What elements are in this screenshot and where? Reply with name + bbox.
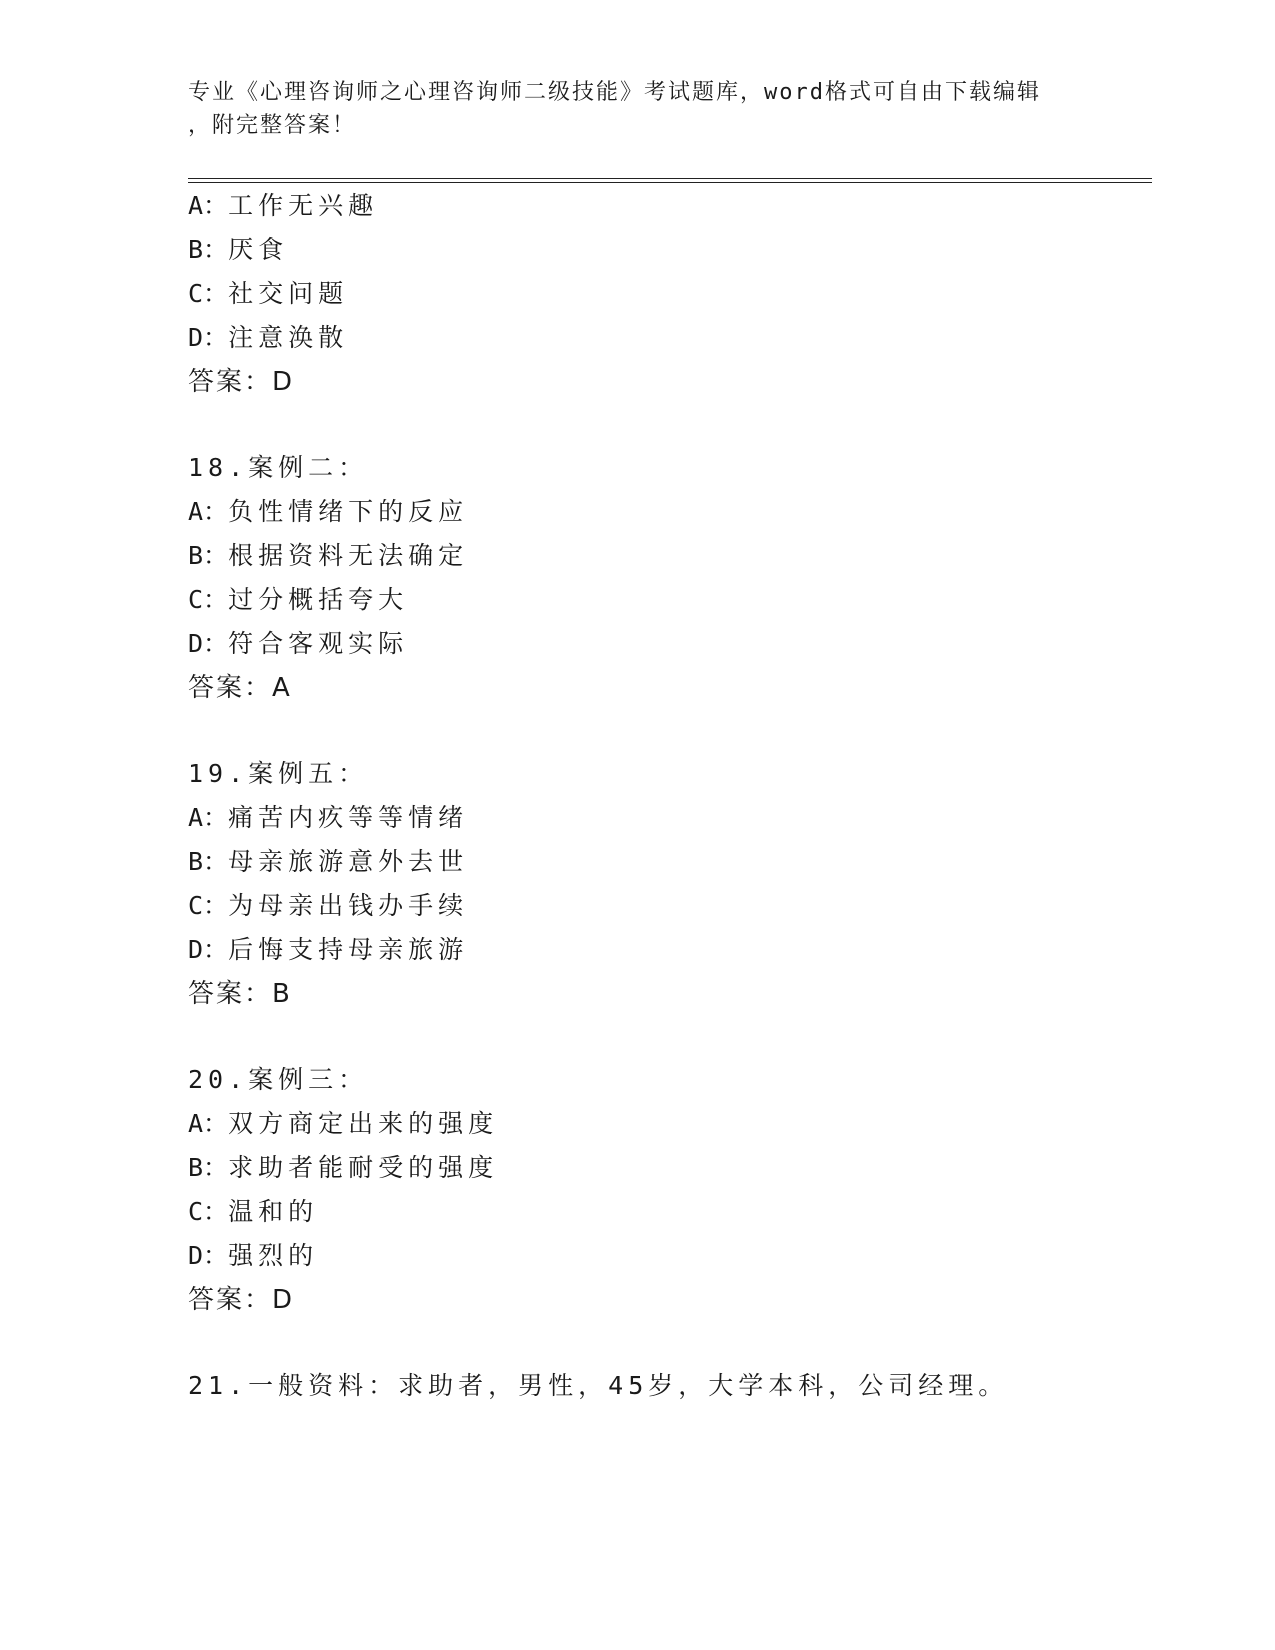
document-header — [188, 76, 1068, 142]
option-label: D： — [188, 323, 229, 352]
option-line — [188, 190, 378, 222]
option-label: A： — [188, 1109, 229, 1138]
option-line — [188, 802, 468, 834]
option-text: 厌食 — [228, 235, 289, 264]
option-text: 工作无兴趣 — [228, 191, 379, 220]
option-line — [188, 1240, 318, 1272]
option-text: 注意涣散 — [228, 323, 349, 352]
option-label: C： — [188, 585, 229, 614]
option-label: A： — [188, 497, 229, 526]
option-line — [188, 540, 468, 572]
option-line — [188, 584, 408, 616]
option-label: D： — [188, 1241, 229, 1270]
option-text: 双方商定出来的强度 — [228, 1109, 499, 1138]
answer-line: 答案：A — [188, 673, 292, 703]
option-label: B： — [188, 541, 229, 570]
option-line — [188, 496, 468, 528]
question-title: 21.一般资料：求助者，男性，45岁，大学本科，公司经理。 — [188, 1371, 1009, 1400]
option-text: 后悔支持母亲旅游 — [228, 935, 469, 964]
option-label: A： — [188, 803, 229, 832]
option-line — [188, 628, 408, 660]
header-divider — [188, 178, 1152, 183]
option-label: A： — [188, 191, 229, 220]
option-line — [188, 1108, 498, 1140]
option-text: 求助者能耐受的强度 — [228, 1153, 499, 1182]
answer-line: 答案：D — [188, 1285, 295, 1315]
option-line — [188, 278, 348, 310]
option-text: 母亲旅游意外去世 — [228, 847, 469, 876]
option-text: 根据资料无法确定 — [228, 541, 469, 570]
option-label: B： — [188, 235, 229, 264]
option-label: D： — [188, 935, 229, 964]
option-line — [188, 322, 348, 354]
option-text: 负性情绪下的反应 — [228, 497, 469, 526]
header-line-1: 专业《心理咨询师之心理咨询师二级技能》考试题库，word格式可自由下载编辑 — [188, 80, 1041, 105]
option-line — [188, 1196, 318, 1228]
option-label: C： — [188, 279, 229, 308]
option-text: 符合客观实际 — [228, 629, 409, 658]
question-title: 20.案例三： — [188, 1065, 369, 1094]
option-label: C： — [188, 891, 229, 920]
option-text: 过分概括夸大 — [228, 585, 409, 614]
option-text: 痛苦内疚等等情绪 — [228, 803, 469, 832]
option-label: C： — [188, 1197, 229, 1226]
answer-line: 答案：D — [188, 367, 295, 397]
option-text: 温和的 — [228, 1197, 319, 1226]
option-line — [188, 1152, 498, 1184]
question-title: 19.案例五： — [188, 759, 369, 788]
option-label: D： — [188, 629, 229, 658]
question-title: 18.案例二： — [188, 453, 369, 482]
header-line-2: ，附完整答案！ — [188, 113, 357, 138]
answer-line: 答案：B — [188, 979, 292, 1009]
option-text: 强烈的 — [228, 1241, 319, 1270]
option-label: B： — [188, 847, 229, 876]
option-line — [188, 846, 468, 878]
option-label: B： — [188, 1153, 229, 1182]
option-text: 社交问题 — [228, 279, 349, 308]
option-line — [188, 234, 288, 266]
option-text: 为母亲出钱办手续 — [228, 891, 469, 920]
option-line — [188, 934, 468, 966]
option-line — [188, 890, 468, 922]
